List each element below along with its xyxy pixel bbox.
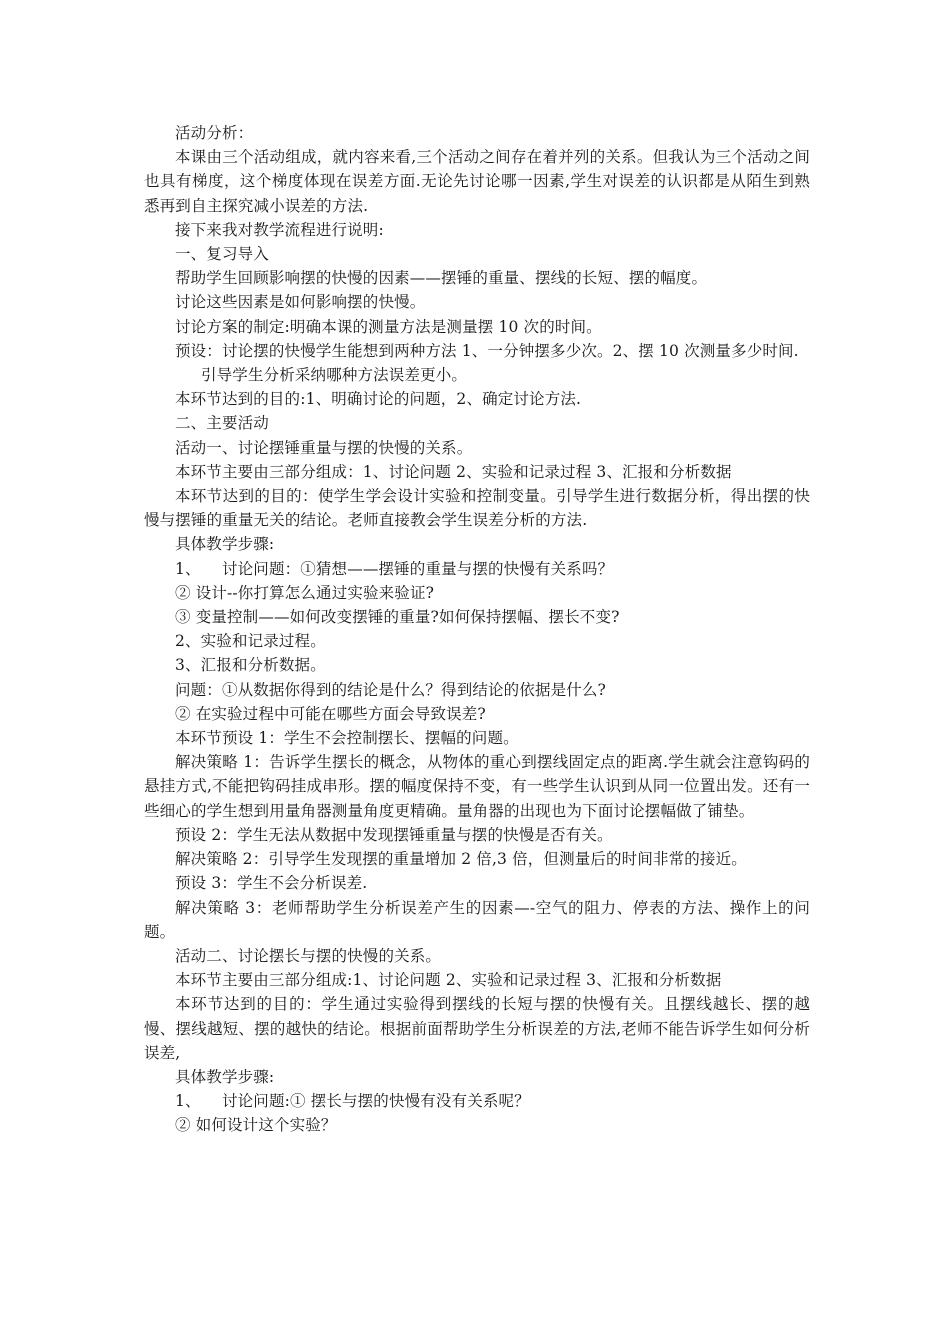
section-heading: 二、主要活动	[175, 414, 269, 433]
paragraph: 本环节达到的目的：学生通过实验得到摆线的长短与摆的快慢有关。且摆线越长、摆的越慢、摆线越短、摆的越快的结论。根据前面帮助学生分析误差的方法,老师不能告诉学生如何分析误差,	[144, 995, 810, 1062]
paragraph: 解决策略 2：引导学生发现摆的重量增加 2 倍,3 倍，但测量后的时间非常的接近。	[175, 850, 747, 869]
paragraph: 本环节主要由三部分组成:1、讨论问题 2、实验和记录过程 3、汇报和分析数据	[175, 971, 722, 990]
paragraph: 具体教学步骤:	[175, 535, 275, 554]
paragraph: 预设：讨论摆的快慢学生能想到两种方法 1、一分钟摆多少次。2、摆 10 次测量多少时间.	[175, 341, 799, 360]
paragraph: 预设 3：学生不会分析误差.	[175, 874, 368, 893]
paragraph: ② 设计--你打算怎么通过实验来验证?	[175, 583, 435, 602]
list-marker: 1、	[175, 1092, 201, 1111]
paragraph: ② 如何设计这个实验？	[175, 1116, 337, 1135]
section-heading: 一、复习导入	[175, 245, 269, 264]
paragraph: 讨论方案的制定:明确本课的测量方法是测量摆 10 次的时间。	[175, 317, 602, 336]
paragraph: 引导学生分析采纳哪种方法误差更小。	[201, 366, 468, 385]
paragraph: ③ 变量控制——如何改变摆锤的重量?如何保持摆幅、摆长不变?	[175, 608, 620, 627]
document-body	[144, 121, 810, 1138]
paragraph: 讨论这些因素是如何影响摆的快慢。	[175, 293, 426, 312]
paragraph: 活动二、讨论摆长与摆的快慢的关系。	[175, 946, 442, 965]
paragraph: 问题：①从数据你得到的结论是什么？得到结论的依据是什么?	[175, 680, 607, 699]
paragraph: 预设 2：学生无法从数据中发现摆锤重量与摆的快慢是否有关。	[175, 825, 613, 844]
list-item-text: 讨论问题:① 摆长与摆的快慢有没有关系呢？	[222, 1092, 530, 1111]
paragraph: 具体教学步骤:	[175, 1067, 275, 1086]
list-marker: 1、	[175, 559, 201, 578]
paragraph: 解决策略 3：老师帮助学生分析误差产生的因素—-空气的阻力、停表的方法、操作上的问题。	[144, 898, 810, 941]
list-item	[144, 557, 810, 581]
paragraph: 帮助学生回顾影响摆的快慢的因素——摆锤的重量、摆线的长短、摆的幅度。	[175, 269, 708, 288]
list-item-text: 讨论问题：①猜想——摆锤的重量与摆的快慢有关系吗？	[222, 559, 614, 578]
paragraph: 本环节达到的目的：使学生学会设计实验和控制变量。引导学生进行数据分析，得出摆的快慢与摆锤的重量无关的结论。老师直接教会学生误差分析的方法.	[144, 487, 810, 530]
paragraph: 本环节预设 1：学生不会控制摆长、摆幅的问题。	[175, 729, 519, 748]
paragraph: 活动一、讨论摆锤重量与摆的快慢的关系。	[175, 438, 473, 457]
paragraph: 本课由三个活动组成，就内容来看,三个活动之间存在着并列的关系。但我认为三个活动之间也具有梯度，这个梯度体现在误差方面.无论先讨论哪一因素,学生对误差的认识都是从陌生到熟悉再到自主探究减小误差的方法.	[144, 148, 810, 215]
paragraph: 本环节达到的目的:1、明确讨论的问题，2、确定讨论方法.	[175, 390, 582, 409]
paragraph: 解决策略 1：告诉学生摆长的概念，从物体的重心到摆线固定点的距离.学生就会注意钩码的悬挂方式,不能把钩码挂成串形。摆的幅度保持不变，有一些学生认识到从同一位置出发。还有一些细心的学生想到用量角器测量角度更精确。量角器的出现也为下面讨论摆幅做了铺垫。	[144, 753, 810, 820]
paragraph: 2、实验和记录过程。	[175, 632, 326, 651]
paragraph: 接下来我对教学流程进行说明:	[175, 220, 384, 239]
paragraph: ② 在实验过程中可能在哪些方面会导致误差?	[175, 704, 486, 723]
paragraph: 活动分析：	[175, 124, 254, 142]
paragraph: 3、汇报和分析数据。	[175, 656, 326, 675]
paragraph: 本环节主要由三部分组成：1、讨论问题 2、实验和记录过程 3、汇报和分析数据	[175, 462, 732, 481]
list-item	[144, 1089, 810, 1113]
